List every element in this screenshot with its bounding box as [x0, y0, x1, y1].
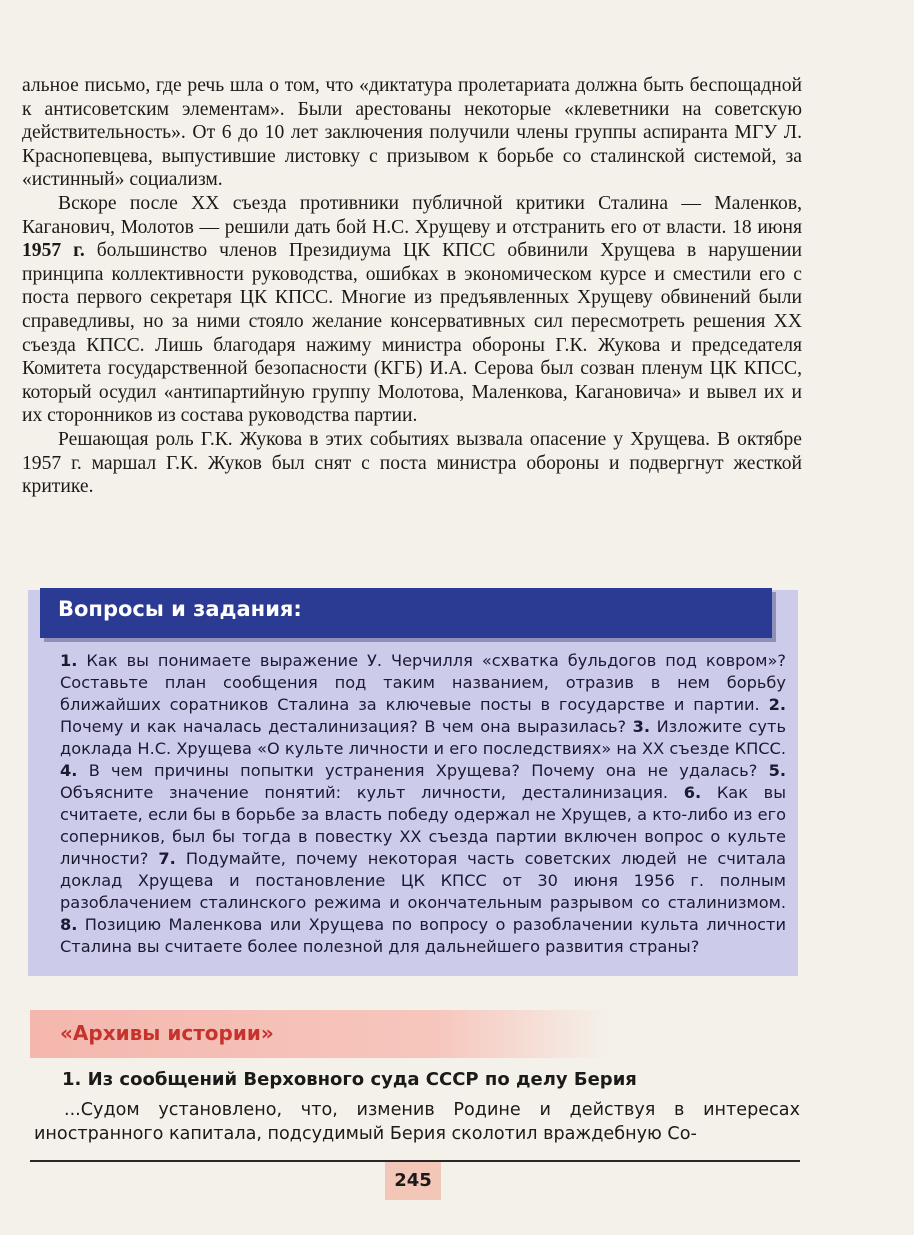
question-8-number: 8. — [60, 915, 78, 934]
questions-list — [60, 650, 786, 958]
question-5-text: Объясните значение понятий: культ личности, десталинизация. — [60, 783, 669, 802]
questions-title: Вопросы и задания: — [58, 597, 302, 621]
question-5-number: 5. — [768, 761, 786, 780]
document-title: 1. Из сообщений Верховного суда СССР по делу Берия — [62, 1069, 637, 1090]
archive-title: «Архивы истории» — [60, 1021, 274, 1045]
question-7-number: 7. — [158, 849, 176, 868]
document-excerpt-text: ...Судом установлено, что, изменив Родине и действуя в интересах иностранного капитала, подсудимый Берия сколотил враждебную Со- — [34, 1100, 800, 1144]
main-text — [22, 74, 802, 499]
paragraph-1: альное письмо, где речь шла о том, что «диктатура пролетариата должна быть беспощадной к антисоветским элементам». Были арестованы некоторые «клеветники на советскую действительность». От 6 до 10 лет заключения получили члены группы аспиранта МГУ Л. Краснопевцева, выпустившие листовку с призывом к борьбе со сталинской системой, за «истинный» социализм. — [22, 75, 802, 191]
question-1-number: 1. — [60, 651, 78, 670]
question-3-number: 3. — [632, 717, 651, 736]
question-6-number: 6. — [683, 783, 702, 802]
question-4-number: 4. — [60, 761, 78, 780]
paragraph-2 — [22, 192, 802, 428]
paragraph-2-end: большинство членов Президиума ЦК КПСС обвинили Хрущева в нарушении принципа коллективности руководства, ошибках в экономическом курсе и сместили его с поста первого секретаря ЦК КПСС. Многие из предъявленных Хрущеву обвинений были справедливы, но за ними стояло желание консервативных сил пересмотреть решения XX съезда КПСС. Лишь благодаря нажиму министра обороны Г.К. Жукова и председателя Комитета государственной безопасности (КГБ) И.А. Серова был созван пленум ЦК КПСС, который осудил «антипартийную группу Молотова, Маленкова, Кагановича» и вывел их и их сторонников из состава руководства партии. — [22, 240, 803, 427]
question-2-text: Почему и как началась десталинизация? В чем она выразилась? — [60, 717, 627, 736]
questions-header — [40, 588, 772, 638]
question-6-text: Как вы считаете, если бы в борьбе за власть победу одержал не Хрущев, а кто-либо из его соперников, был бы тогда в повестку XX съезда партии включен вопрос о культе личности? — [60, 783, 786, 868]
question-2-number: 2. — [768, 695, 786, 714]
archive-header — [30, 1010, 610, 1058]
paragraph-2-year: 1957 г. — [22, 240, 85, 262]
question-1-text: Как вы понимаете выражение У. Черчилля «схватка бульдогов под ковром»? Составьте план сообщения под таким названием, отразив в нем борьбу ближайших соратников Сталина за ключевые посты в государстве и партии. — [60, 651, 786, 714]
question-8-text: Позицию Маленкова или Хрущева по вопросу о разоблачении культа личности Сталина вы считаете более полезной для дальнейшего развития страны? — [60, 915, 786, 956]
paragraph-2-start: Вскоре после XX съезда противники публичной критики Сталина — Маленков, Каганович, Молотов — решили дать бой Н.С. Хрущеву и отстранить его от власти. 18 июня — [22, 192, 802, 238]
question-3-text: Изложите суть доклада Н.С. Хрущева «О культе личности и его последствиях» на XX съезде КПСС. — [60, 717, 786, 758]
question-7-text: Подумайте, почему некоторая часть советских людей не считала доклад Хрущева и постановление ЦК КПСС от 30 июня 1956 г. полным разоблачением сталинского режима и окончательным разрывом со сталинизмом. — [60, 849, 786, 912]
page-number-badge — [385, 1162, 441, 1200]
paragraph-3: Решающая роль Г.К. Жукова в этих событиях вызвала опасение у Хрущева. В октябре 1957 г. маршал Г.К. Жуков был снят с поста министра обороны и подвергнут жесткой критике. — [22, 428, 802, 498]
question-4-text: В чем причины попытки устранения Хрущева? Почему она не удалась? — [88, 761, 758, 780]
document-excerpt — [34, 1098, 800, 1146]
page-number: 245 — [394, 1170, 432, 1191]
